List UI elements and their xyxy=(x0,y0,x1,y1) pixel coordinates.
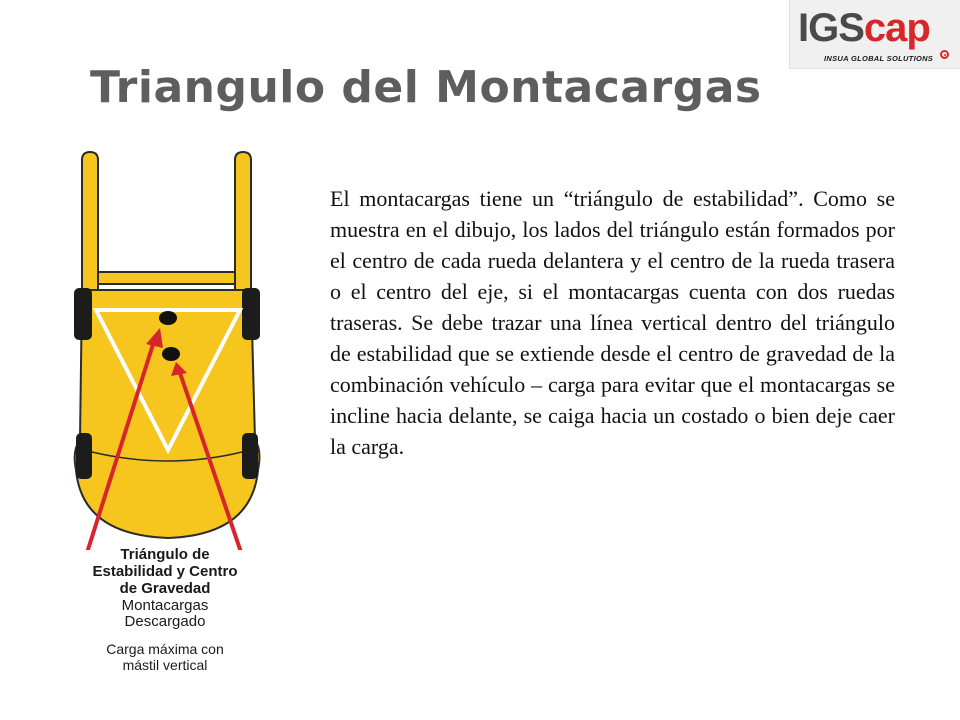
logo-word-igs: IGS xyxy=(798,6,864,50)
page-title: Triangulo del Montacargas xyxy=(90,62,762,113)
stability-explanation-paragraph: El montacargas tiene un “triángulo de estabilidad”. Como se muestra en el dibujo, los lados del triángulo están formados por el centro de cada rueda delantera y el centro de la rueda trasera o el centro del eje, si el montacargas cuenta con dos ruedas traseras. Se debe trazar una línea vertical dentro del triángulo de estabilidad que se extiende desde el centro de gravedad de la combinación vehículo – carga para evitar que el montacargas se incline hacia delante, se caiga hacia un costado o bien deje caer la carga. xyxy=(330,186,895,459)
logo-wordmark xyxy=(798,4,930,52)
caption-title-line-2: Estabilidad y Centro xyxy=(92,563,238,580)
logo-tagline: INSUA GLOBAL SOLUTIONS xyxy=(824,54,934,63)
igscap-logo xyxy=(789,0,960,69)
caption-title-line-1: Triángulo de xyxy=(120,546,210,563)
target-icon xyxy=(940,50,949,59)
caption-title-line-3: de Gravedad xyxy=(119,580,211,597)
unloaded-center-of-gravity xyxy=(159,311,177,325)
loaded-center-of-gravity xyxy=(162,347,180,361)
logo-word-cap: cap xyxy=(863,6,930,50)
forklift-forks xyxy=(82,152,251,290)
caption-max-load-line-2: mástil vertical xyxy=(122,657,208,673)
forklift-stability-diagram xyxy=(40,140,280,550)
caption-unloaded-line-2: Descargado xyxy=(124,613,206,630)
caption-unloaded-line-1: Montacargas xyxy=(121,597,209,614)
caption-max-load-line-1: Carga máxima con xyxy=(106,641,224,657)
